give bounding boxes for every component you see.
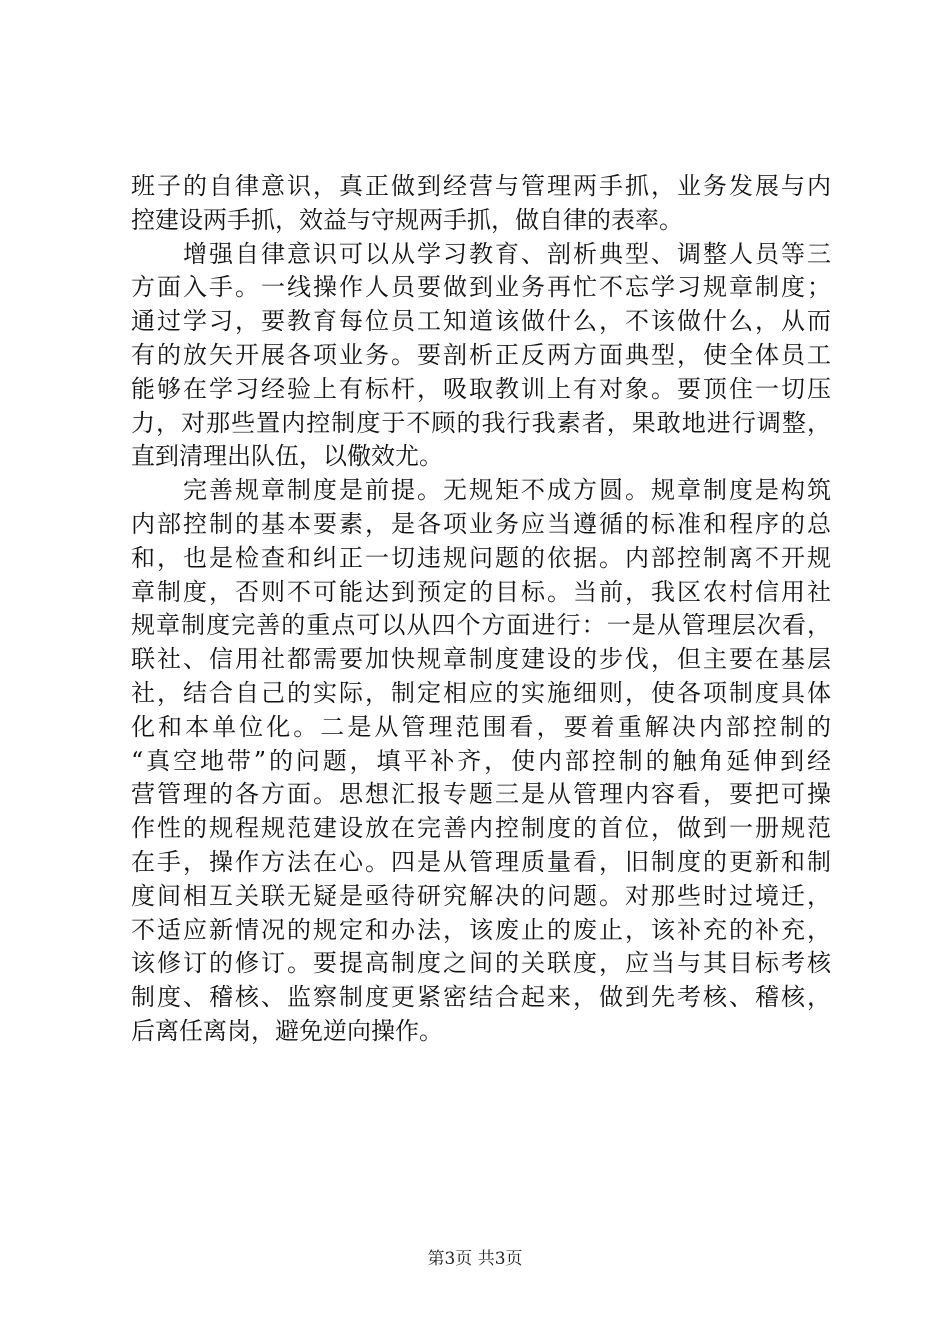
text-line: 作性的规程规范建设放在完善内控制度的首位，做到一册规范	[131, 814, 831, 843]
text-line: 控建设两手抓，效益与守规两手抓，做自律的表率。	[131, 205, 683, 234]
text-line: 通过学习，要教育每位员工知道该做什么，不该做什么，从而	[131, 307, 831, 336]
text-line: 不适应新情况的规定和办法，该废止的废止，该补充的补充，	[131, 915, 831, 944]
page-number-footer: 第3页 共3页	[427, 1249, 523, 1269]
text-line: 该修订的修订。要提高制度之间的关联度，应当与其目标考核	[131, 949, 831, 978]
text-line: 规章制度完善的重点可以从四个方面进行：一是从管理层次看，	[131, 611, 831, 640]
text-line: 营管理的各方面。思想汇报专题三是从管理内容看，要把可操	[131, 780, 831, 809]
text-line: 后离任离岗，避免逆向操作。	[131, 1016, 443, 1045]
text-line: 和，也是检查和纠正一切违规问题的依据。内部控制离不开规	[131, 543, 831, 572]
text-line: 方面入手。一线操作人员要做到业务再忙不忘学习规章制度；	[131, 273, 831, 302]
text-line: 在手，操作方法在心。四是从管理质量看，旧制度的更新和制	[131, 847, 831, 876]
text-line: 制度、稽核、监察制度更紧密结合起来，做到先考核、稽核，	[131, 983, 831, 1012]
text-line: 内部控制的基本要素，是各项业务应当遵循的标准和程序的总	[131, 509, 831, 538]
text-line: 力，对那些置内控制度于不顾的我行我素者，果敢地进行调整，	[131, 408, 831, 437]
text-line: 班子的自律意识，真正做到经营与管理两手抓，业务发展与内	[131, 172, 831, 200]
text-line: 有的放矢开展各项业务。要剖析正反两方面典型，使全体员工	[131, 340, 831, 369]
text-line: 章制度，否则不可能达到预定的目标。当前，我区农村信用社	[131, 577, 831, 606]
document-body	[131, 170, 831, 1049]
text-line: 直到清理出队伍，以儆效尤。	[131, 442, 443, 471]
text-line: 完善规章制度是前提。无规矩不成方圆。规章制度是构筑	[131, 476, 831, 505]
text-line: 化和本单位化。二是从管理范围看，要着重解决内部控制的	[131, 712, 831, 741]
text-line: “真空地带”的问题，填平补齐，使内部控制的触角延伸到经	[131, 746, 831, 775]
text-line: 增强自律意识可以从学习教育、剖析典型、调整人员等三	[131, 239, 831, 268]
text-line: 联社、信用社都需要加快规章制度建设的步伐，但主要在基层	[131, 645, 831, 674]
text-line: 社，结合自己的实际，制定相应的实施细则，使各项制度具体	[131, 678, 831, 707]
text-line: 能够在学习经验上有标杆，吸取教训上有对象。要顶住一切压	[131, 374, 831, 403]
text-line: 度间相互关联无疑是亟待研究解决的问题。对那些时过境迁，	[131, 881, 831, 910]
